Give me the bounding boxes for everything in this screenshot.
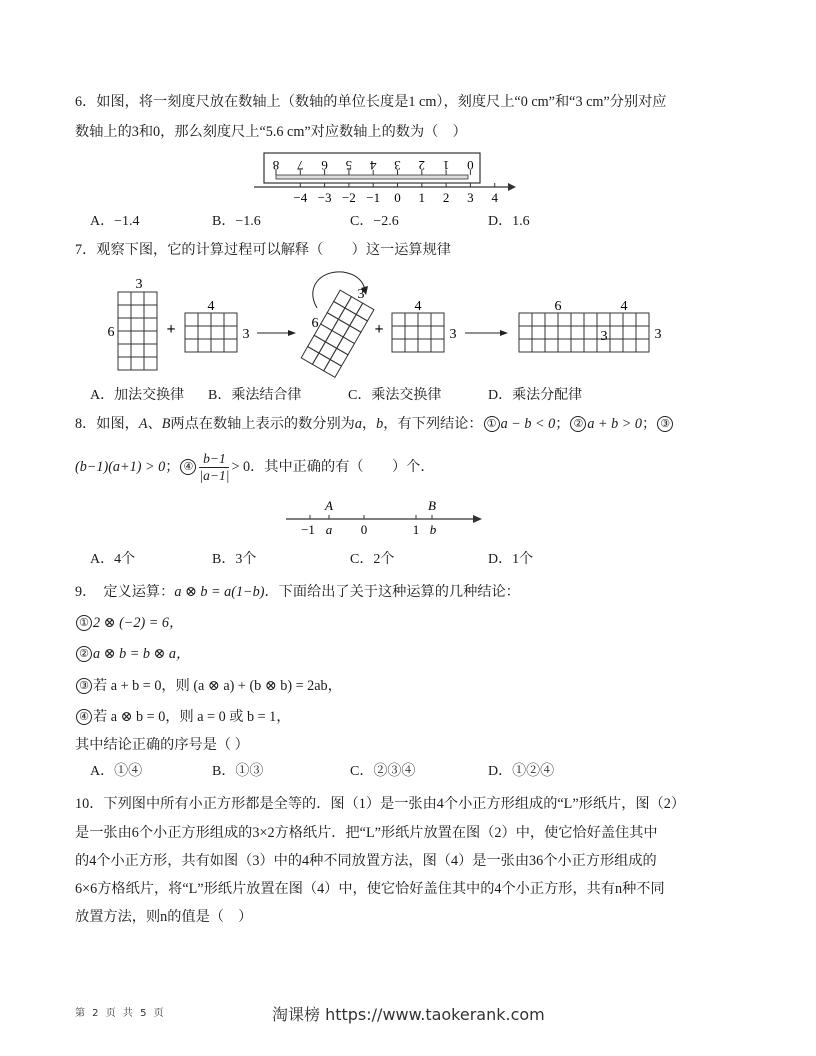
grid-cell — [131, 318, 144, 331]
ruler-label: 6 — [321, 158, 328, 173]
grid-cell — [211, 339, 224, 352]
q8-option-c[interactable]: C．2个 — [350, 552, 395, 567]
grid-cell — [519, 313, 532, 326]
g1-left-label: 6 — [107, 325, 115, 340]
grid-cell — [185, 313, 198, 326]
q8-expr-2: a + b > 0 — [587, 416, 643, 432]
grid-cell — [312, 353, 330, 371]
grid-cell — [636, 326, 649, 339]
q9-line1 — [75, 582, 520, 602]
q7-option-c[interactable]: C．乘法交换律 — [348, 388, 442, 403]
q6-option-b[interactable]: B．−1.6 — [212, 214, 261, 229]
q8-tail: ，有下列结论： — [383, 416, 483, 432]
grid-cell — [118, 318, 131, 331]
q8-prefix: 8．如图， — [75, 416, 139, 432]
q6-option-a[interactable]: A．−1.4 — [90, 214, 140, 229]
label-point-b: B — [428, 498, 436, 513]
ruler-label: 5 — [345, 158, 353, 173]
grid-cell — [118, 331, 131, 344]
q8-semi-2: ； — [642, 416, 657, 432]
q8-option-d[interactable]: D．1个 — [488, 552, 534, 567]
grid-cell — [623, 326, 636, 339]
q9-prefix: 9． 定义运算： — [75, 584, 175, 600]
grid-cell — [118, 305, 131, 318]
axis-label: −3 — [317, 190, 332, 205]
label-minus-one: −1 — [301, 522, 315, 537]
plus-sign-1: + — [166, 321, 176, 338]
label-b: b — [429, 522, 437, 537]
grid-cell — [334, 290, 352, 308]
grid-cell — [610, 313, 623, 326]
frac-denominator: |a−1| — [199, 468, 230, 484]
grid-cell — [343, 326, 361, 344]
q8-sep: 、 — [147, 416, 162, 432]
axis-label: 4 — [491, 190, 498, 205]
grid-cell — [131, 344, 144, 357]
grid-cell — [623, 313, 636, 326]
grid-cell — [185, 339, 198, 352]
q8-circle-2: ② — [570, 416, 586, 432]
q6-line1: 6．如图，将一刻度尺放在数轴上（数轴的单位长度是1 cm），刻度尺上“0 cm”和“3 cm”分别对应 — [75, 94, 667, 110]
grid-4x3 — [185, 313, 237, 352]
grid-cell — [131, 305, 144, 318]
grid-4x3-b — [392, 313, 444, 352]
g1-top-label: 3 — [135, 277, 143, 292]
q8-option-a[interactable]: A．4个 — [90, 552, 136, 567]
grid-cell — [571, 313, 584, 326]
plus-sign-2: + — [374, 321, 384, 338]
q6-ruler-figure — [250, 150, 520, 205]
q8-semi-3: ； — [165, 459, 180, 475]
q9-item-3 — [75, 676, 342, 696]
ruler-label: 4 — [369, 158, 377, 173]
rotated-grid-3x6 — [301, 290, 374, 377]
grid-cell — [558, 313, 571, 326]
q9-question: 其中结论正确的序号是（ ） — [75, 737, 249, 753]
grid-cell — [350, 314, 368, 332]
g4-right-label: 3 — [449, 327, 457, 342]
g2-right-label: 3 — [242, 327, 250, 342]
q8-line1 — [75, 414, 674, 434]
rot-top-label: 3 — [357, 287, 365, 302]
grid-cell — [431, 339, 444, 352]
grid-cell — [532, 313, 545, 326]
g4-top-label: 4 — [414, 299, 422, 314]
grid-cell — [198, 339, 211, 352]
site-watermark: 淘课榜 https://www.taokerank.com — [272, 1005, 545, 1024]
grid-cell — [144, 305, 157, 318]
q8-option-b[interactable]: B．3个 — [212, 552, 257, 567]
grid-cell — [131, 292, 144, 305]
ruler-label: 7 — [297, 158, 304, 173]
q10-line-5: 放置方法，则n的值是（ ） — [75, 909, 253, 925]
q8-point-b: B — [161, 416, 171, 432]
q8-circle-3: ③ — [657, 416, 673, 432]
q8-comma: ， — [361, 416, 377, 432]
frac-numerator: b−1 — [203, 451, 226, 467]
grid-cell — [519, 339, 532, 352]
grid-cell — [144, 318, 157, 331]
grid-cell — [321, 313, 339, 331]
axis-arrow-icon — [473, 515, 482, 523]
q9-item-4-text: 若 a ⊗ b = 0，则 a = 0 或 b = 1， — [93, 709, 291, 725]
grid-cell — [301, 347, 319, 365]
axis-label: 2 — [442, 190, 450, 205]
grid-cell — [571, 326, 584, 339]
grid-cell — [338, 308, 356, 326]
grid-cell — [519, 326, 532, 339]
g5-mid-label: 3 — [600, 329, 608, 344]
label-point-a: A — [325, 498, 333, 513]
grid-cell — [558, 326, 571, 339]
grid-cell — [584, 326, 597, 339]
q9-item-2-text: a ⊗ b = b ⊗ a， — [93, 646, 191, 662]
grid-cell — [211, 326, 224, 339]
q9-circle-4: ④ — [76, 709, 92, 725]
q9-option-d[interactable]: D．①②④ — [488, 764, 555, 779]
grid-cell — [597, 313, 610, 326]
axis-label: 0 — [394, 190, 401, 205]
q9-item-1 — [75, 613, 183, 633]
grid-cell — [532, 326, 545, 339]
q7-option-a[interactable]: A．加法交换律 — [90, 388, 185, 403]
q8-frac-gt: > 0 — [231, 459, 251, 475]
axis-label: −2 — [341, 190, 356, 205]
grid-cell — [431, 313, 444, 326]
grid-cell — [330, 348, 348, 366]
q9-option-c[interactable]: C．②③④ — [350, 764, 416, 779]
q9-item-1-text: 2 ⊗ (−2) = 6， — [93, 615, 184, 631]
grid-cell — [405, 313, 418, 326]
g5-top-label-4: 4 — [620, 299, 628, 314]
page-number: 第 2 页 共 5 页 — [75, 1008, 166, 1019]
q8-expr-1: a − b < 0 — [500, 416, 556, 432]
label-zero: 0 — [360, 522, 368, 537]
grid-cell — [405, 326, 418, 339]
grid-cell — [325, 331, 343, 349]
grid-cell — [356, 303, 374, 321]
q9-circle-2: ② — [76, 646, 92, 662]
q8-line2 — [75, 450, 435, 484]
grid-cell — [610, 326, 623, 339]
g5-right-label: 3 — [654, 327, 662, 342]
q10-line-4: 6×6方格纸片，将“L”形纸片放置在图（4）中，使它恰好盖住其中的4个小正方形，共有n种不同 — [75, 881, 665, 897]
grid-cell — [636, 313, 649, 326]
grid-cell — [571, 339, 584, 352]
grid-cell — [623, 339, 636, 352]
grid-cell — [131, 331, 144, 344]
grid-cell — [211, 313, 224, 326]
grid-cell — [118, 344, 131, 357]
grid-cell — [545, 339, 558, 352]
grid-cell — [545, 326, 558, 339]
ruler-bar — [276, 175, 468, 179]
arrow-1-head-icon — [288, 330, 296, 336]
g5-top-label-6: 6 — [554, 299, 562, 314]
grid-cell — [584, 339, 597, 352]
q8-number-axis — [280, 492, 490, 542]
q8-mid: 两点在数轴上表示的数分别为 — [170, 416, 355, 432]
grid-cell — [610, 339, 623, 352]
grid-cell — [319, 342, 337, 360]
q7-option-d[interactable]: D．乘法分配律 — [488, 388, 583, 403]
q8-semi-1: ； — [555, 416, 570, 432]
q9-item-2 — [75, 644, 190, 664]
axis-label: −1 — [366, 190, 381, 205]
q8-var-b: b — [376, 416, 384, 432]
q10-line-3: 的4个小正方形，共有如图（3）中的4种不同放置方法，图（4）是一张由36个小正方形组成的 — [75, 853, 657, 869]
grid-cell — [418, 326, 431, 339]
grid-cell — [405, 339, 418, 352]
q8-var-a: a — [354, 416, 362, 432]
ruler-label: 3 — [394, 158, 401, 173]
q8-fraction — [199, 451, 229, 484]
grid-cell — [392, 339, 405, 352]
q9-circle-1: ① — [76, 615, 92, 631]
grid-cell — [431, 326, 444, 339]
q6-option-d[interactable]: D．1.6 — [488, 214, 530, 229]
axis-arrow-icon — [508, 183, 516, 191]
q8-expr-3: (b−1)(a+1) > 0 — [75, 459, 166, 475]
grid-cell — [636, 339, 649, 352]
grid-cell — [198, 326, 211, 339]
grid-cell — [337, 337, 355, 355]
q6-option-c[interactable]: C．−2.6 — [350, 214, 399, 229]
q9-option-a[interactable]: A．①④ — [90, 764, 143, 779]
q10-line-1: 10．下列图中所有小正方形都是全等的．图（1）是一张由4个小正方形组成的“L”形纸片，图（2） — [75, 796, 686, 812]
grid-cell — [584, 313, 597, 326]
q6-line2: 数轴上的3和0，那么刻度尺上“5.6 cm”对应数轴上的数为（ ） — [75, 124, 467, 140]
q7-line1: 7．观察下图，它的计算过程可以解释（ ）这一运算规律 — [75, 242, 451, 258]
q8-line2-tail: ．其中正确的有（ ）个． — [250, 459, 435, 475]
axis-label: 3 — [467, 190, 474, 205]
axis-label: 1 — [418, 190, 426, 205]
grid-cell — [418, 313, 431, 326]
grid-cell — [224, 313, 237, 326]
grid-cell — [332, 319, 350, 337]
ruler-label: 0 — [467, 158, 474, 173]
arrow-2-head-icon — [500, 330, 508, 336]
grid-cell — [324, 360, 342, 378]
q7-option-b[interactable]: B．乘法结合律 — [208, 388, 302, 403]
grid-cell — [185, 326, 198, 339]
grid-cell — [392, 326, 405, 339]
grid-cell — [558, 339, 571, 352]
grid-cell — [545, 313, 558, 326]
label-one: 1 — [412, 522, 420, 537]
grid-cell — [224, 339, 237, 352]
q9-item-4 — [75, 707, 290, 727]
q7-figure — [85, 268, 675, 378]
grid-cell — [532, 339, 545, 352]
g2-top-label: 4 — [207, 299, 215, 314]
grid-cell — [198, 313, 211, 326]
grid-cell — [118, 292, 131, 305]
q9-tail: ．下面给出了关于这种运算的几种结论： — [264, 584, 520, 600]
grid-10x3 — [519, 313, 649, 352]
grid-cell — [144, 357, 157, 370]
q8-circle-4: ④ — [180, 459, 196, 475]
label-a: a — [325, 522, 333, 537]
q9-definition: a ⊗ b = a(1−b) — [174, 584, 265, 600]
q10-line-2: 是一张由6个小正方形组成的3×2方格纸片．把“L”形纸片放置在图（2）中，使它恰好盖住其中 — [75, 825, 658, 841]
grid-cell — [144, 292, 157, 305]
axis-label: −4 — [293, 190, 308, 205]
q9-circle-3: ③ — [76, 678, 92, 694]
grid-cell — [327, 301, 345, 319]
ruler-label: 2 — [418, 158, 426, 173]
grid-cell — [118, 357, 131, 370]
grid-cell — [392, 313, 405, 326]
grid-3x6 — [118, 292, 157, 370]
q9-option-b[interactable]: B．①③ — [212, 764, 264, 779]
q8-point-a: A — [138, 416, 148, 432]
q8-circle-1: ① — [484, 416, 500, 432]
grid-cell — [224, 326, 237, 339]
rot-left-label: 6 — [311, 316, 319, 331]
q9-item-3-text: 若 a + b = 0，则 (a ⊗ a) + (b ⊗ b) = 2ab， — [93, 678, 342, 694]
grid-cell — [131, 357, 144, 370]
grid-cell — [308, 335, 326, 353]
grid-cell — [144, 331, 157, 344]
ruler-label: 1 — [442, 158, 450, 173]
ruler-label: 8 — [272, 158, 280, 173]
grid-cell — [144, 344, 157, 357]
grid-cell — [418, 339, 431, 352]
